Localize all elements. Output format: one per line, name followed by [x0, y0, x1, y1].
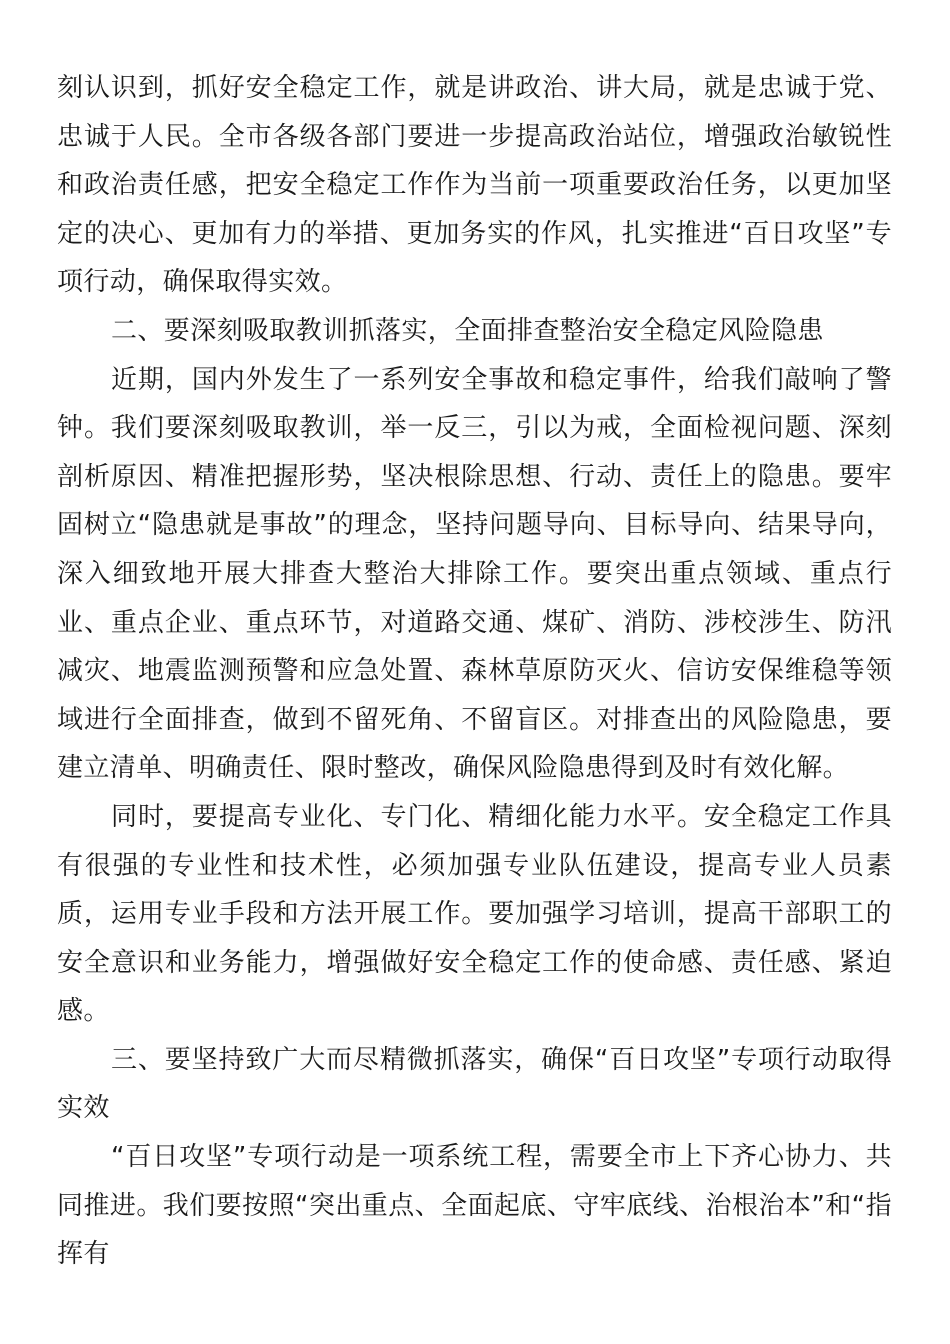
document-body: [57, 64, 892, 1279]
paragraph: 近期，国内外发生了一系列安全事故和稳定事件，给我们敲响了警钟。我们要深刻吸取教训，举一反三，引以为戒，全面检视问题、深刻剖析原因、精准把握形势，坚决根除思想、行动、责任上的隐患。要牢固树立“隐患就是事故”的理念，坚持问题导向、目标导向、结果导向，深入细致地开展大排查大整治大排除工作。要突出重点领域、重点行业、重点企业、重点环节，对道路交通、煤矿、消防、涉校涉生、防汛减灾、地震监测预警和应急处置、森林草原防灭火、信访安保维稳等领域进行全面排查，做到不留死角、不留盲区。对排查出的风险隐患，要建立清单、明确责任、限时整改，确保风险隐患得到及时有效化解。: [57, 364, 892, 784]
section-heading-2: 二、要深刻吸取教训抓落实，全面排查整治安全稳定风险隐患: [111, 315, 824, 346]
paragraph-continued: 刻认识到，抓好安全稳定工作，就是讲政治、讲大局，就是忠诚于党、忠诚于人民。全市各级各部门要进一步提高政治站位，增强政治敏锐性和政治责任感，把安全稳定工作作为当前一项重要政治任务，以更加坚定的决心、更加有力的举措、更加务实的作风，扎实推进“百日攻坚”专项行动，确保取得实效。: [57, 73, 892, 298]
paragraph: “百日攻坚”专项行动是一项系统工程，需要全市上下齐心协力、共同推进。我们要按照“突出重点、全面起底、守牢底线、治根治本”和“指挥有: [57, 1142, 892, 1270]
paragraph: 同时，要提高专业化、专门化、精细化能力水平。安全稳定工作具有很强的专业性和技术性，必须加强专业队伍建设，提高专业人员素质，运用专业手段和方法开展工作。要加强学习培训，提高干部职工的安全意识和业务能力，增强做好安全稳定工作的使命感、责任感、紧迫感。: [57, 801, 892, 1027]
section-heading-3: 三、要坚持致广大而尽精微抓落实，确保“百日攻坚”专项行动取得实效: [57, 1044, 892, 1124]
